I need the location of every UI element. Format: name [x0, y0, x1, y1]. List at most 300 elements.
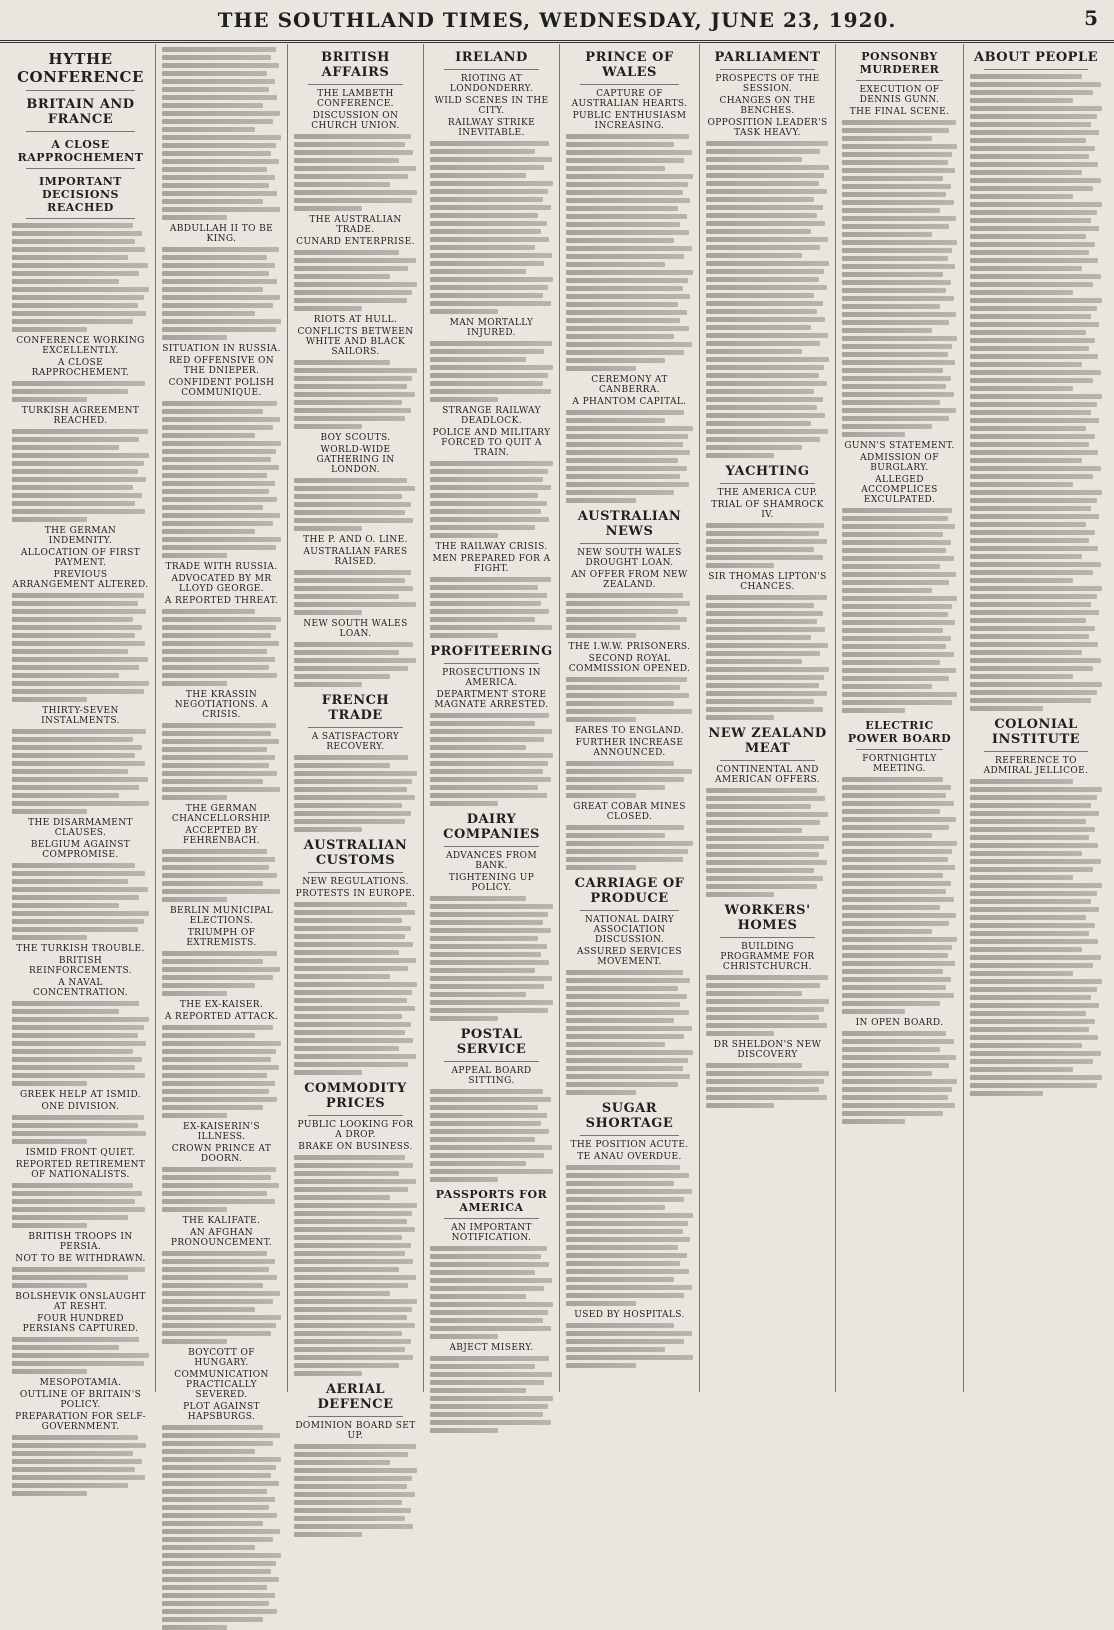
text-line	[842, 556, 954, 561]
text-line	[294, 1275, 416, 1280]
text-line	[294, 1500, 402, 1505]
text-line	[842, 392, 954, 397]
text-line	[162, 723, 276, 728]
text-line	[430, 1121, 541, 1126]
text-line	[162, 857, 275, 862]
text-line	[430, 1404, 548, 1409]
text-line	[842, 240, 957, 245]
text-line	[706, 531, 819, 536]
text-line	[706, 1023, 827, 1028]
text-line	[162, 295, 280, 300]
text-line	[970, 1075, 1102, 1080]
text-line	[162, 673, 277, 678]
text-line	[566, 1082, 678, 1087]
text-line	[294, 360, 390, 365]
text-line	[162, 779, 263, 784]
text-line	[294, 1195, 390, 1200]
article-text	[842, 1031, 957, 1124]
text-line	[294, 1171, 399, 1176]
text-line	[970, 210, 1097, 215]
text-line	[294, 570, 411, 575]
text-line	[842, 264, 955, 269]
text-line	[12, 1345, 119, 1350]
article-text	[706, 523, 829, 568]
text-line	[842, 328, 932, 333]
text-line	[566, 142, 674, 147]
text-line	[842, 200, 954, 205]
text-line	[970, 706, 1043, 711]
text-line	[842, 905, 940, 910]
text-line	[842, 652, 954, 657]
text-line	[430, 165, 544, 170]
text-line	[12, 303, 138, 308]
text-line	[706, 667, 829, 672]
text-line	[706, 836, 829, 841]
subheading: REFERENCE TO ADMIRAL JELLICOE.	[983, 756, 1089, 776]
text-line	[294, 1251, 405, 1256]
text-line	[162, 1315, 281, 1320]
subheading: EXECUTION OF DENNIS GUNN.	[859, 85, 940, 105]
text-line	[12, 1369, 87, 1374]
text-line	[162, 1183, 279, 1188]
text-line	[12, 903, 119, 908]
text-line	[842, 833, 932, 838]
text-line	[970, 658, 1101, 663]
text-line	[12, 1081, 87, 1086]
text-line	[12, 1215, 128, 1220]
article-text	[842, 508, 957, 713]
text-line	[970, 891, 1097, 896]
text-line	[294, 206, 362, 211]
text-line	[970, 498, 1097, 503]
subheading: BRAKE ON BUSINESS.	[298, 1142, 413, 1152]
text-line	[294, 258, 416, 263]
text-line	[294, 795, 415, 800]
divider	[580, 910, 679, 911]
text-line	[294, 950, 399, 955]
headline: COLONIAL INSTITUTE	[991, 717, 1081, 747]
subheading: PREVIOUS ARRANGEMENT ALTERED.	[12, 570, 149, 590]
text-line	[566, 1301, 636, 1306]
text-line	[430, 761, 548, 766]
text-line	[970, 202, 1102, 207]
text-line	[566, 793, 636, 798]
text-line	[430, 301, 551, 306]
text-line	[162, 609, 255, 614]
text-line	[430, 1177, 498, 1182]
text-line	[842, 416, 949, 421]
text-line	[12, 477, 146, 482]
text-line	[842, 580, 949, 585]
text-line	[706, 603, 814, 608]
article-text	[294, 755, 417, 832]
text-line	[294, 811, 411, 816]
text-line	[566, 434, 688, 439]
text-line	[294, 926, 411, 931]
text-line	[706, 349, 802, 354]
divider	[308, 1115, 403, 1116]
text-line	[970, 234, 1086, 239]
text-line	[12, 1223, 87, 1228]
text-line	[970, 787, 1102, 792]
subheading: TIGHTENING UP POLICY.	[448, 873, 535, 893]
text-line	[162, 1481, 279, 1486]
subheading: REPORTED RETIREMENT OF NATIONALISTS.	[15, 1160, 146, 1180]
text-line	[970, 899, 1091, 904]
text-line	[566, 222, 680, 227]
text-line	[162, 1267, 269, 1272]
text-line	[706, 437, 820, 442]
subheading: CUNARD ENTERPRISE.	[296, 237, 415, 247]
subheading: OPPOSITION LEADER'S TASK HEAVY.	[707, 118, 828, 138]
text-line	[566, 1010, 689, 1015]
text-line	[162, 1449, 255, 1454]
subheading: BRITISH REINFORCEMENTS.	[28, 956, 132, 976]
text-line	[842, 368, 943, 373]
text-line	[294, 182, 390, 187]
text-line	[970, 578, 1073, 583]
masthead-title: THE SOUTHLAND TIMES, WEDNESDAY, JUNE 23, 1920.	[217, 8, 897, 32]
subheading: WORLD-WIDE GATHERING IN LONDON.	[316, 445, 395, 475]
text-line	[294, 755, 408, 760]
text-line	[294, 1014, 402, 1019]
text-line	[12, 641, 145, 646]
text-line	[294, 910, 415, 915]
text-line	[294, 1283, 408, 1288]
text-line	[566, 1363, 636, 1368]
text-line	[970, 1067, 1073, 1072]
text-line	[162, 95, 277, 100]
article-text	[566, 410, 693, 503]
text-line	[842, 628, 943, 633]
divider	[26, 131, 135, 132]
subheading: POLICE AND MILITARY FORCED TO QUIT A TRAIN.	[432, 428, 551, 458]
text-line	[842, 320, 949, 325]
text-line	[162, 1057, 271, 1062]
text-line	[294, 1492, 415, 1497]
text-line	[842, 897, 954, 902]
text-line	[566, 498, 636, 503]
text-line	[842, 524, 955, 529]
text-line	[706, 181, 819, 186]
headline: WORKERS' HOMES	[724, 903, 811, 933]
text-line	[12, 1017, 149, 1022]
text-line	[294, 1179, 416, 1184]
text-line	[294, 1038, 413, 1043]
subheading: THE P. AND O. LINE.	[303, 535, 408, 545]
text-line	[842, 216, 956, 221]
text-line	[430, 1262, 549, 1267]
text-line	[566, 761, 674, 766]
article-text	[294, 478, 417, 531]
text-line	[566, 849, 688, 854]
text-line	[566, 334, 674, 339]
text-line	[12, 239, 135, 244]
text-line	[162, 497, 277, 502]
text-line	[294, 990, 412, 995]
text-line	[162, 1041, 281, 1046]
text-line	[12, 793, 119, 798]
text-line	[430, 237, 549, 242]
text-line	[842, 644, 946, 649]
text-line	[430, 992, 526, 997]
divider	[308, 84, 403, 85]
text-line	[706, 333, 828, 338]
text-line	[566, 1165, 680, 1170]
text-line	[430, 1016, 498, 1021]
text-line	[706, 1071, 829, 1076]
text-line	[12, 453, 149, 458]
text-line	[430, 509, 541, 514]
article-text	[430, 713, 553, 806]
text-line	[842, 120, 956, 125]
divider	[444, 1218, 539, 1219]
text-line	[430, 904, 553, 909]
article-text	[566, 593, 693, 638]
article-text	[970, 779, 1102, 1096]
text-line	[566, 978, 690, 983]
text-line	[842, 1031, 946, 1036]
text-line	[566, 310, 687, 315]
text-line	[430, 960, 549, 965]
text-line	[842, 272, 943, 277]
text-line	[566, 466, 687, 471]
text-line	[12, 601, 138, 606]
text-line	[970, 530, 1095, 535]
text-line	[970, 795, 1097, 800]
subheading: GUNN'S STATEMENT.	[844, 441, 955, 451]
subheading: THIRTY-SEVEN INSTALMENTS.	[41, 706, 120, 726]
text-line	[12, 729, 146, 734]
subheading: THE FINAL SCENE.	[849, 107, 950, 117]
text-line	[12, 255, 128, 260]
text-line	[12, 1065, 135, 1070]
subheading: BERLIN MUNICIPAL ELECTIONS.	[169, 906, 273, 926]
text-line	[566, 833, 665, 838]
subheading: ABDULLAH II TO BE KING.	[169, 224, 274, 244]
text-line	[970, 554, 1082, 559]
text-line	[430, 525, 535, 530]
text-line	[162, 1593, 275, 1598]
text-line	[706, 643, 828, 648]
text-line	[162, 649, 267, 654]
divider	[26, 218, 135, 219]
text-line	[430, 609, 549, 614]
text-line	[162, 521, 273, 526]
text-line	[706, 715, 774, 720]
text-line	[162, 175, 275, 180]
text-line	[970, 138, 1086, 143]
text-line	[430, 1153, 544, 1158]
text-line	[970, 130, 1099, 135]
text-line	[842, 408, 956, 413]
text-line	[162, 263, 275, 268]
text-line	[566, 685, 680, 690]
subheading: WILD SCENES IN THE CITY.	[434, 96, 549, 116]
text-line	[12, 1131, 146, 1136]
text-line	[566, 1002, 680, 1007]
text-line	[706, 301, 823, 306]
text-line	[430, 1388, 526, 1393]
text-line	[842, 184, 951, 189]
text-line	[430, 157, 552, 162]
text-line	[294, 478, 407, 483]
text-line	[842, 969, 943, 974]
text-line	[970, 282, 1093, 287]
text-line	[162, 529, 255, 534]
article-text	[12, 593, 149, 702]
text-line	[430, 952, 541, 957]
text-line	[566, 366, 636, 371]
text-line	[970, 370, 1101, 375]
text-line	[706, 691, 827, 696]
subheading: PUBLIC LOOKING FOR A DROP.	[297, 1120, 414, 1140]
text-line	[706, 975, 828, 980]
text-line	[294, 526, 362, 531]
text-line	[162, 247, 279, 252]
text-line	[970, 378, 1093, 383]
text-line	[842, 144, 957, 149]
text-line	[162, 79, 275, 84]
text-line	[842, 1063, 949, 1068]
text-line	[162, 191, 277, 196]
text-line	[842, 857, 948, 862]
subheading: DEPARTMENT STORE MAGNATE ARRESTED.	[434, 690, 549, 710]
text-line	[162, 127, 255, 132]
text-line	[842, 224, 949, 229]
column-5	[560, 44, 700, 1392]
text-line	[294, 942, 413, 947]
article-text	[294, 360, 417, 429]
text-line	[294, 494, 402, 499]
text-line	[430, 1372, 552, 1377]
text-line	[12, 935, 87, 940]
subheading: PROTESTS IN EUROPE.	[295, 889, 416, 899]
text-line	[294, 966, 408, 971]
text-line	[162, 401, 277, 406]
text-line	[294, 1323, 415, 1328]
subheading: AN OFFER FROM NEW ZEALAND.	[571, 570, 688, 590]
article-text	[566, 970, 693, 1095]
text-line	[970, 474, 1093, 479]
text-line	[12, 509, 145, 514]
subheading: ASSURED SERVICES MOVEMENT.	[577, 947, 682, 967]
article-text	[430, 577, 553, 638]
text-line	[566, 190, 683, 195]
text-line	[566, 1058, 688, 1063]
headline: A CLOSE RAPPROCHEMENT	[17, 138, 144, 164]
article-text	[842, 777, 957, 1014]
text-line	[566, 1355, 693, 1360]
subheading: COMMUNICATION PRACTICALLY SEVERED.	[174, 1370, 269, 1400]
text-line	[294, 934, 405, 939]
text-line	[12, 649, 128, 654]
subheading: TRIAL OF SHAMROCK IV.	[711, 500, 824, 520]
subheading: RIOTING AT LONDONDERRY.	[449, 74, 534, 94]
text-line	[566, 785, 665, 790]
text-line	[430, 1129, 549, 1134]
text-line	[162, 505, 263, 510]
text-line	[294, 586, 413, 591]
text-line	[970, 690, 1097, 695]
text-line	[162, 279, 277, 284]
text-line	[294, 1452, 408, 1457]
subheading: THE TURKISH TROUBLE.	[16, 944, 145, 954]
text-line	[162, 1251, 267, 1256]
text-line	[12, 809, 87, 814]
article-text	[566, 1323, 693, 1368]
text-line	[294, 982, 417, 987]
text-line	[294, 1291, 390, 1296]
text-line	[970, 218, 1091, 223]
text-line	[566, 769, 692, 774]
text-line	[706, 1087, 819, 1092]
text-line	[162, 787, 280, 792]
text-line	[162, 1617, 263, 1622]
headline: ABOUT PEOPLE	[973, 50, 1098, 65]
text-line	[430, 1428, 498, 1433]
subheading: PROSECUTIONS IN AMERICA.	[442, 668, 541, 688]
subheading: NOT TO BE WITHDRAWN.	[15, 1254, 146, 1264]
text-line	[294, 518, 413, 523]
text-line	[162, 739, 279, 744]
text-line	[706, 999, 829, 1004]
text-line	[842, 825, 949, 830]
text-line	[430, 205, 551, 210]
text-line	[12, 745, 142, 750]
subheading: A NAVAL CONCENTRATION.	[33, 978, 128, 998]
headline: DAIRY COMPANIES	[443, 812, 540, 842]
text-line	[162, 1065, 279, 1070]
text-line	[566, 490, 674, 495]
text-line	[12, 633, 135, 638]
text-line	[706, 852, 819, 857]
subheading: DOMINION BOARD SET UP.	[295, 1421, 416, 1441]
text-line	[842, 612, 948, 617]
text-line	[566, 450, 690, 455]
text-line	[162, 1521, 263, 1526]
headline: AUSTRALIAN NEWS	[577, 509, 682, 539]
subheading: TE ANAU OVERDUE.	[577, 1152, 682, 1162]
text-line	[566, 1205, 665, 1210]
text-line	[430, 213, 538, 218]
text-line	[12, 381, 145, 386]
text-line	[566, 1339, 684, 1344]
text-line	[970, 995, 1091, 1000]
text-line	[430, 1161, 526, 1166]
article-text	[12, 381, 149, 402]
subheading: DISCUSSION ON CHURCH UNION.	[311, 111, 400, 131]
text-line	[430, 493, 538, 498]
subheading: THE KRASSIN NEGOTIATIONS. A CRISIS.	[174, 690, 269, 720]
text-line	[162, 951, 277, 956]
text-line	[12, 247, 145, 252]
text-line	[842, 793, 946, 798]
text-line	[706, 828, 802, 833]
text-line	[566, 1042, 665, 1047]
text-line	[294, 510, 405, 515]
text-line	[970, 666, 1093, 671]
subheading: FOUR HUNDRED PERSIANS CAPTURED.	[22, 1314, 139, 1334]
text-line	[842, 881, 951, 886]
text-line	[566, 1034, 684, 1039]
text-line	[12, 753, 135, 758]
subheading: NEW SOUTH WALES LOAN.	[303, 619, 408, 639]
text-line	[970, 923, 1095, 928]
text-line	[706, 868, 814, 873]
text-line	[294, 1508, 411, 1513]
text-line	[842, 152, 952, 157]
